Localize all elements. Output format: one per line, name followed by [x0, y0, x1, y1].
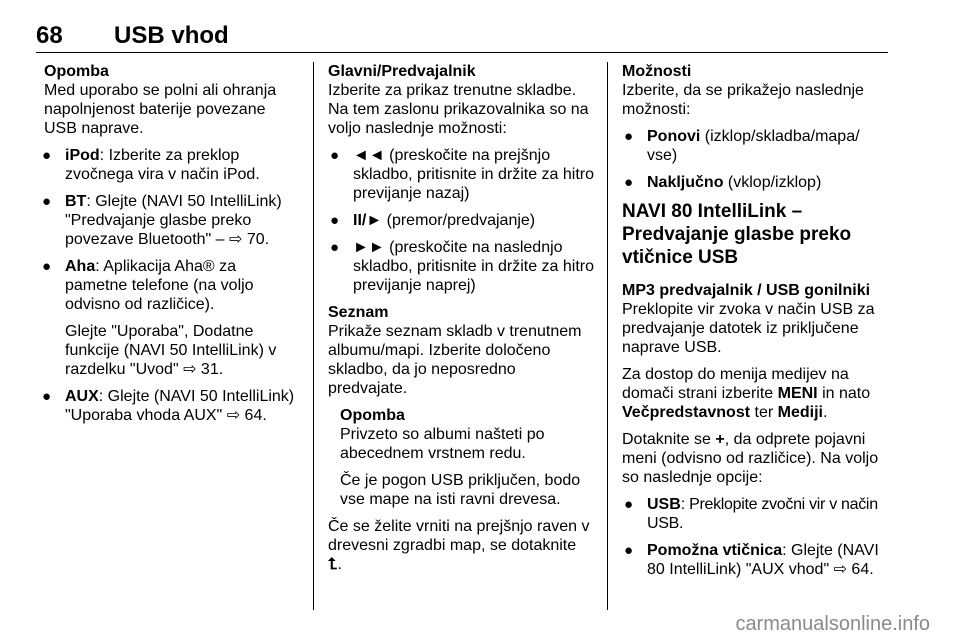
item-text: : Glejte (NAVI 50 IntelliLink) "Uporaba vhoda AUX"	[65, 388, 295, 424]
text: , da odprete pojavni meni (odvisno od različice). Na voljo so naslednje opcije:	[622, 431, 879, 486]
item-term: BT	[65, 193, 87, 210]
list-item-aha	[40, 257, 302, 314]
options-text: Izberite, da se prikažejo naslednje možnosti:	[622, 82, 864, 118]
text: Za dostop do menija medijev na domači strani izberite	[622, 366, 849, 402]
list-title: Seznam	[328, 304, 389, 321]
options-title: Možnosti	[622, 63, 692, 80]
item-term: Ponovi	[647, 128, 701, 145]
list-item-previous	[328, 146, 596, 203]
player-title: Glavni/Predvajalnik	[328, 63, 476, 80]
column-2	[328, 62, 596, 582]
note-title: Opomba	[44, 63, 109, 80]
paragraph-1: Preklopite vir zvoka v način USB za predvajanje datotek iz priključene naprave USB.	[622, 301, 875, 356]
list-item-ipod	[40, 146, 302, 184]
item-term: Naključno	[647, 174, 724, 191]
item-text: : Preklopite zvočni vir v način USB.	[647, 496, 878, 532]
bullet-icon: ●	[42, 258, 52, 275]
bullet-icon: ●	[330, 212, 340, 229]
rewind-icon: ◄◄	[353, 147, 385, 164]
bullet-icon: ●	[42, 147, 52, 164]
page-ref-link[interactable]: 64.	[846, 561, 874, 578]
paragraph-3	[622, 430, 892, 487]
item-text: (izklop/skladba/mapa/ vse)	[647, 128, 860, 164]
list-item-play-pause	[328, 211, 596, 230]
page-title: USB vhod	[114, 22, 229, 49]
list-item-aux-input	[622, 541, 892, 579]
column-divider-2	[607, 62, 608, 610]
text: .	[822, 404, 828, 421]
bullet-icon: ●	[624, 542, 634, 559]
note-title: Opomba	[340, 407, 405, 424]
list-item-usb	[622, 495, 892, 533]
note-text-2: Če je pogon USB priključen, bodo vse mape na isti ravni drevesa.	[340, 472, 581, 508]
header-rule	[36, 52, 888, 53]
item-text: : Izberite za preklop zvočnega vira v način iPod.	[65, 147, 260, 183]
multimedia-label: Večpredstavnost	[622, 404, 751, 421]
list-item-repeat	[622, 127, 892, 165]
page-ref-icon: ⇨	[226, 407, 241, 424]
note-text: Med uporabo se polni ali ohranja napolnjenost baterije povezane USB naprave.	[44, 82, 277, 137]
back-text	[328, 517, 596, 574]
list-item-next	[328, 238, 596, 295]
item-term: USB	[647, 496, 681, 513]
bullet-icon: ●	[624, 128, 634, 145]
back-text-end: .	[337, 556, 342, 573]
subsection-title: MP3 predvajalnik / USB gonilniki	[622, 282, 871, 299]
note-block	[328, 406, 596, 509]
item-text: : Glejte (NAVI 50 IntelliLink) "Predvajanje glasbe preko povezave Bluetooth" –	[65, 193, 282, 248]
column-3	[622, 62, 892, 587]
bullet-icon: ●	[624, 174, 634, 191]
player-text: Izberite za prikaz trenutne skladbe. Na tem zaslonu prikazovalnika so na voljo naslednje možnosti:	[328, 82, 589, 137]
menu-label: MENI	[777, 385, 818, 402]
bullet-icon: ●	[42, 388, 52, 405]
return-icon: ⮤	[328, 556, 338, 573]
page-ref-icon: ⇨	[229, 231, 243, 248]
item-term: iPod	[65, 147, 100, 164]
paragraph-2	[622, 365, 892, 422]
item-text: (preskočite na naslednjo skladbo, pritisnite in držite za hitro previjanje naprej)	[353, 239, 594, 294]
section-heading: NAVI 80 IntelliLink – Predvajanje glasbe preko vtičnice USB	[622, 201, 852, 268]
column-1	[40, 62, 302, 433]
list-item-aux	[40, 387, 302, 425]
page-ref-icon: ⇨	[833, 561, 847, 578]
plus-icon: +	[715, 431, 725, 448]
media-label: Mediji	[777, 404, 823, 421]
item-text: : Aplikacija Aha® za pametne telefone (na voljo odvisno od različice).	[65, 258, 254, 313]
note-block	[40, 62, 302, 138]
fast-forward-icon: ►►	[353, 239, 385, 256]
back-text-body: Če se želite vrniti na prejšnjo raven v drevesni zgradbi map, se dotaknite	[328, 518, 590, 554]
play-pause-icon: II/►	[353, 212, 383, 229]
bullet-icon: ●	[330, 239, 340, 256]
item-text: : Glejte (NAVI 80 IntelliLink) "AUX vhod"	[647, 542, 879, 578]
item-term: Pomožna vtičnica	[647, 542, 783, 559]
note-text-1: Privzeto so albumi našteti po abecednem vrstnem redu.	[340, 426, 545, 462]
list-text: Prikaže seznam skladb v trenutnem albumu/mapi. Izberite določeno skladbo, da jo neposredno predvajate.	[328, 323, 582, 397]
item-text: (preskočite na prejšnjo skladbo, pritisnite in držite za hitro previjanje nazaj)	[353, 147, 594, 202]
item-term: AUX	[65, 388, 99, 405]
column-divider-1	[313, 62, 314, 610]
aha-extra-body: Glejte "Uporaba", Dodatne funkcije (NAVI 50 IntelliLink) v razdelku "Uvod"	[65, 323, 277, 378]
bullet-icon: ●	[624, 496, 634, 513]
item-text: (vklop/izklop)	[723, 174, 822, 191]
page-ref-link[interactable]: 70.	[242, 231, 270, 248]
bullet-icon: ●	[42, 193, 52, 210]
text: Dotaknite se	[622, 431, 716, 448]
text: in nato	[817, 385, 871, 402]
bullet-icon: ●	[330, 147, 340, 164]
page-ref-link[interactable]: 64.	[240, 407, 267, 424]
text: ter	[750, 404, 778, 421]
page-number: 68	[36, 22, 63, 49]
list-item-shuffle	[622, 173, 892, 192]
aha-extra-text	[65, 322, 302, 379]
list-item-bt	[40, 192, 302, 249]
page-ref-link[interactable]: 31.	[196, 361, 224, 378]
item-term: Aha	[65, 258, 96, 275]
page-ref-icon: ⇨	[183, 361, 197, 378]
item-text: (premor/predvajanje)	[382, 212, 536, 229]
watermark: carmanualsonline.info	[735, 613, 930, 635]
